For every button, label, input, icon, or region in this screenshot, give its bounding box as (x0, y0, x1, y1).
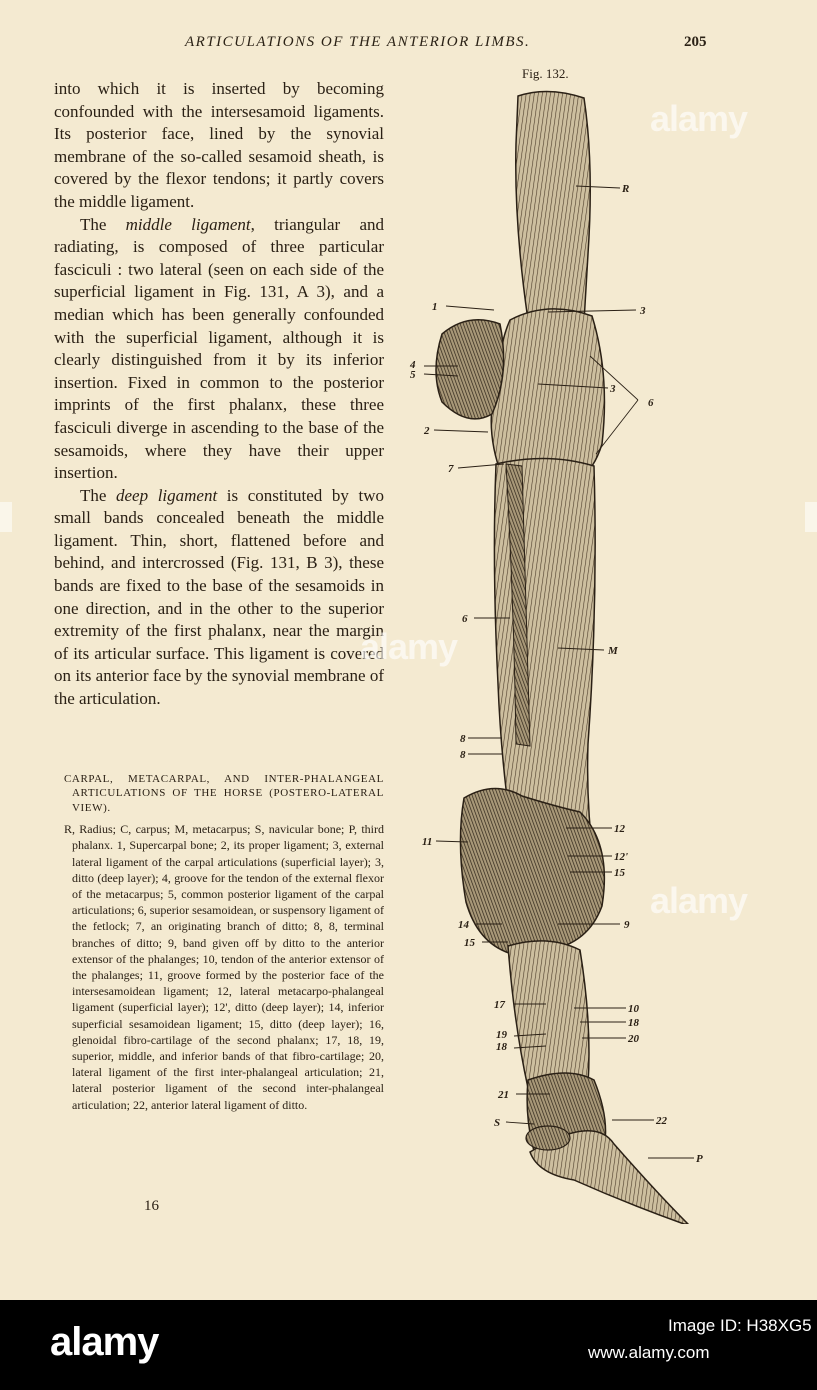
label-20: 20 (628, 1033, 639, 1045)
carpus (491, 309, 604, 480)
label-12: 12 (614, 823, 625, 835)
label-1: 1 (432, 301, 438, 313)
label-2: 2 (424, 425, 430, 437)
radius-bone (516, 91, 591, 322)
label-18-right: 18 (628, 1017, 639, 1029)
caption-legend: R, Radius; C, carpus; M, metacarpus; S, navicular bone; P, third phalanx. 1, Supercarpal bone; 2, its proper ligament; 3, external lateral ligament of the carpal articulations (superficial layer); 3, ditto (deep layer); 4, groove for the tendon of the external flexor of the metacarpus; 5, common posterior ligament of the carpal articulations; 6, superior sesamoidean, or suspensory ligament of the fetlock; 7, an originating branch of ditto; 8, 8, terminal branches of ditto; 9, band given off by ditto to the anterior extensor of the phalanges; 10, tendon of the anterior extensor of the phalanges; 11, groove formed by the posterior face of the intersesamoidean ligament; 12, lateral metacarpo-phalangeal ligament (superficial layer); 12', ditto (deep layer); 14, inferior superficial sesamoidean ligament; 15, ditto (deep layer); 16, glenoidal fibro-cartilage of the second phalanx; 17, 18, 19, superior, middle, and inferior bands of that fibro-cartilage; 20, lateral ligament of the first inter-phalangeal articulation; 21, lateral posterior ligament of the second inter-phalangeal articulation; 22, anterior lateral ligament of ditto. (64, 822, 384, 1112)
label-R: R (622, 183, 630, 195)
paragraph-middle-ligament (54, 214, 384, 485)
stock-footer (0, 1300, 817, 1390)
watermark: alamy (650, 98, 748, 139)
watermark: alamy (360, 626, 458, 667)
label-17: 17 (494, 999, 505, 1011)
caption-title: CARPAL, METACARPAL, AND INTER-PHALANGEAL ARTICULATIONS OF THE HORSE (POSTERO-LATERAL VIEW). (64, 773, 384, 814)
leg-illustration (398, 84, 817, 1224)
paragraph-lead: The (80, 485, 117, 505)
term-middle-ligament: middle ligament (125, 214, 251, 234)
label-5: 5 (410, 369, 416, 381)
paragraph-body: is constituted by two small bands concealed beneath the middle ligament. Thin, short, flattened before and behind, and intercrossed (Fig. 131, B 3), these bands are fixed to the base of the sesamoids in one direction, and in the other to the superior extremity of the first phalanx, near the margin of its articular surface. This ligament is covered on its anterior face by the synovial membrane of the articulation. (54, 485, 384, 709)
figure-label: Fig. 132. (522, 66, 569, 81)
paragraph-1: into which it is inserted by becoming confounded with the intersesamoid ligaments. Its posterior face, lined by the synovial membrane of the so-called sesamoid sheath, is covered by the flexor tendons; it partly covers the middle ligament. (54, 79, 384, 211)
label-6: 6 (462, 613, 468, 625)
navicular-bone (526, 1126, 570, 1150)
first-phalanx (508, 941, 589, 1088)
label-18: 18 (496, 1041, 507, 1053)
paragraph-deep-ligament (54, 485, 384, 711)
figure-caption (64, 772, 384, 1113)
image-id: Image ID: H38XG5 (668, 1316, 812, 1335)
label-19: 19 (496, 1029, 507, 1041)
label-S: S (494, 1117, 501, 1129)
body-text (54, 78, 384, 711)
label-15: 15 (464, 937, 475, 949)
paragraph-lead: The (80, 214, 126, 234)
label-22: 22 (656, 1115, 667, 1127)
paragraph-body: , triangular and radiating, is composed of three particular fasciculi : two lateral (seen on each side of the superficial ligament in Fig. 131, A 3), and a median which has been generally confounded with the superficial ligament, although it is clearly distinguished from it by its inferior insertion. Fixed in common to the posterior imprints of the first phalanx, these three fasciculi diverge in ascending to the base of the sesamoids, where they have their upper insertion. (54, 214, 384, 483)
label-3: 3 (610, 383, 616, 395)
watermark-mark (0, 502, 12, 532)
label-4: 4 (410, 359, 416, 371)
label-8a: 8 (460, 733, 466, 745)
label-12-prime: 12' (614, 851, 629, 863)
label-3-right: 3 (640, 305, 646, 317)
label-11: 11 (422, 836, 433, 848)
footer-url: www.alamy.com (588, 1343, 710, 1362)
label-10: 10 (628, 1003, 639, 1015)
watermark: alamy (650, 880, 748, 921)
label-8b: 8 (460, 749, 466, 761)
label-14: 14 (458, 919, 469, 931)
label-7: 7 (448, 463, 454, 475)
label-P: P (696, 1153, 703, 1165)
footer-logo: alamy (50, 1320, 159, 1364)
signature-mark: 16 (144, 1198, 159, 1214)
running-head: ARTICULATIONS OF THE ANTERIOR LIMBS. (185, 34, 531, 50)
term-deep-ligament: deep ligament (116, 485, 218, 505)
label-15-right: 15 (614, 867, 625, 879)
label-C: 6 (648, 397, 654, 409)
label-21: 21 (498, 1089, 509, 1101)
supercarpal-bone (436, 320, 504, 419)
page-number: 205 (684, 34, 707, 50)
label-9: 9 (624, 919, 630, 931)
watermark-mark (805, 502, 817, 532)
label-M: M (608, 645, 618, 657)
